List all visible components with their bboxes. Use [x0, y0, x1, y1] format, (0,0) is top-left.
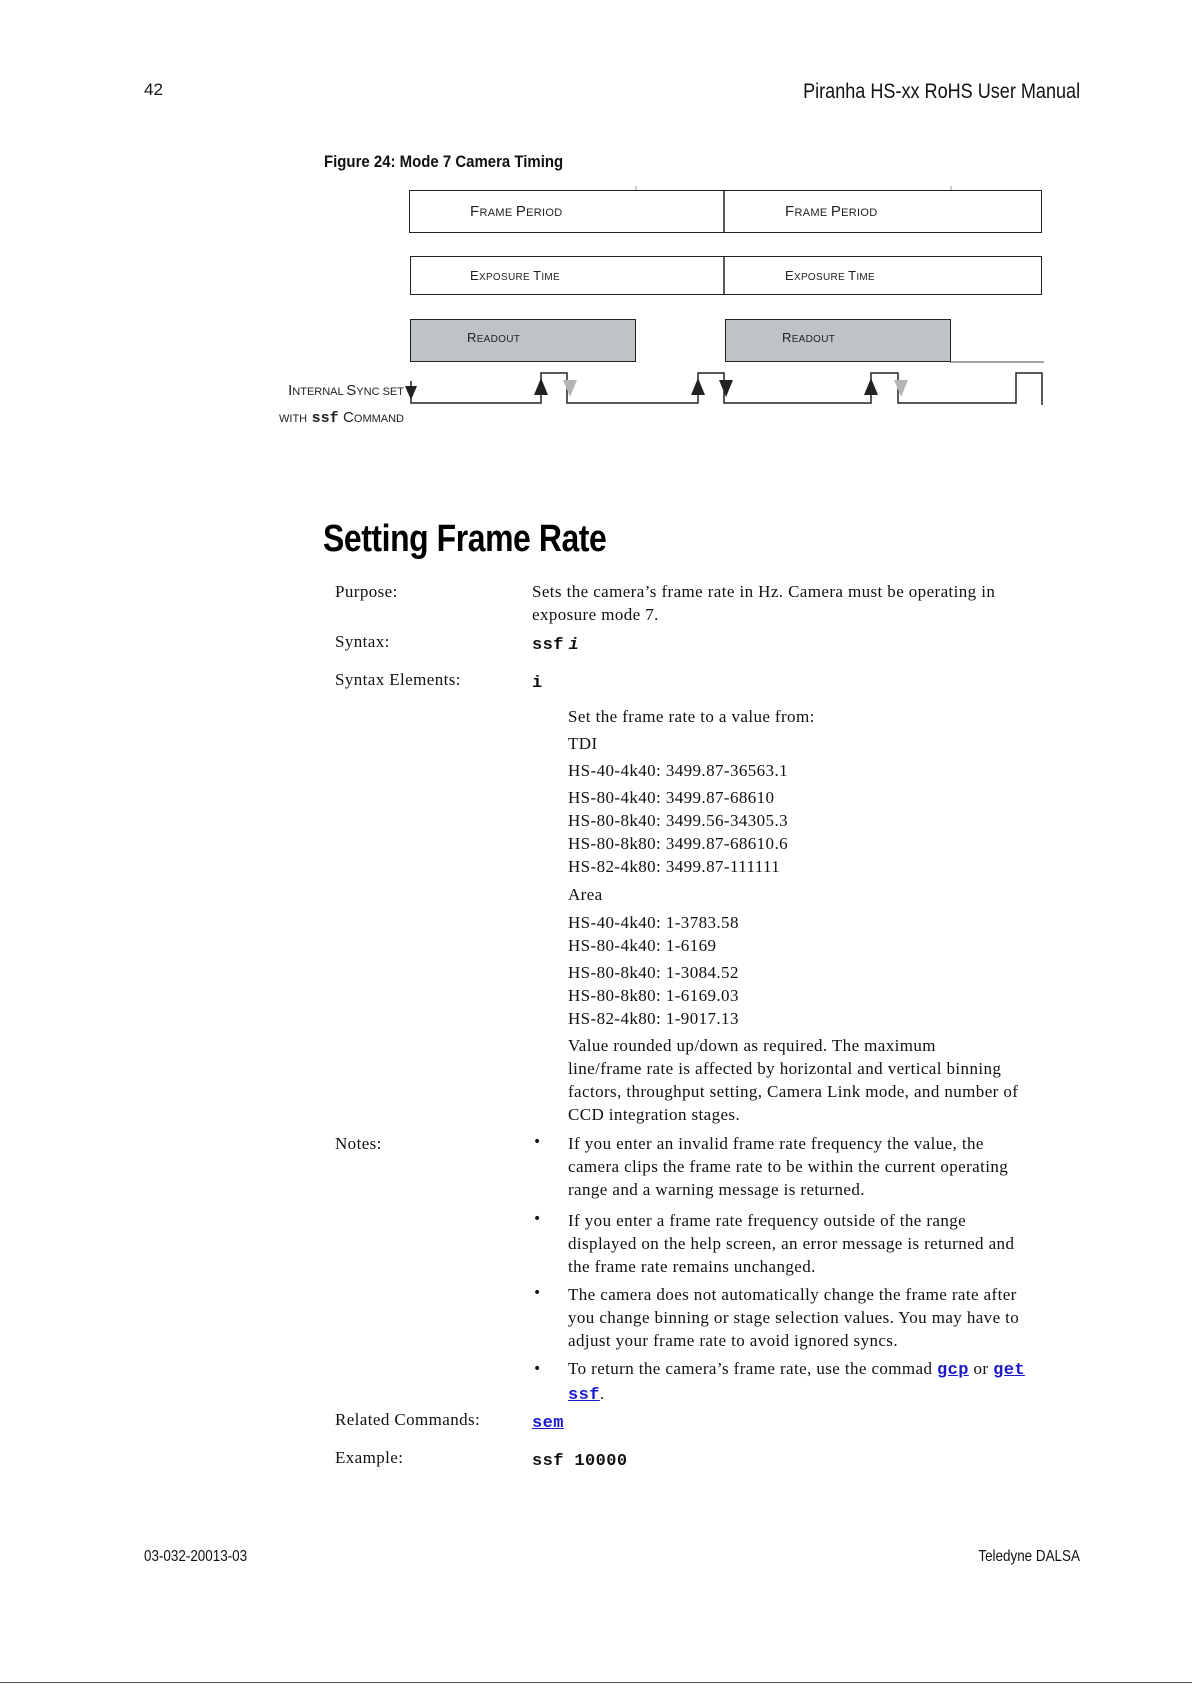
get-ssf-link-cont[interactable]: ssf — [568, 1386, 600, 1405]
sync-waveform — [0, 0, 1192, 430]
value-note: Value rounded up/down as required. The maximum line/frame rate is affected by horizontal and vertical binning factors, throughput setting, Camera Link mode, and number of CCD integration stages. — [568, 1036, 1019, 1124]
bullet: • — [533, 1134, 542, 1150]
sem-link[interactable]: sem — [532, 1414, 564, 1433]
list-item: HS-80-8k80: 3499.87-68610.6 — [568, 834, 788, 853]
exposure-time-label-1: EXPOSURE TIME — [470, 268, 561, 283]
arrow-down-black — [405, 386, 417, 400]
note-item: If you enter an invalid frame rate frequency the value, the camera clips the frame rate to be within the current operating range and a warning message is returned. — [568, 1134, 1009, 1199]
list-item: HS-80-8k80: 1-6169.03 — [568, 986, 739, 1005]
syntax-element: i — [532, 674, 543, 693]
example-label: Example: — [335, 1448, 404, 1467]
footer-company: Teledyne DALSA — [978, 1548, 1080, 1565]
arrow-down-black — [719, 380, 733, 397]
manual-title: Piranha HS-xx RoHS User Manual — [802, 80, 1080, 103]
list-item: HS-82-4k80: 3499.87-111111 — [568, 857, 781, 876]
syntax-label: Syntax: — [335, 632, 390, 651]
gcp-link[interactable]: gcp — [937, 1361, 969, 1380]
area-range-list — [568, 911, 739, 1030]
note-item: The camera does not automatically change the frame rate after you change binning or stage selection values. You may have to adjust your frame rate to avoid ignored syncs. — [568, 1285, 1020, 1350]
syntax-value: ssf i — [532, 636, 580, 655]
figure-caption: Figure 24: Mode 7 Camera Timing — [324, 152, 564, 171]
example-value: ssf 10000 — [532, 1452, 628, 1471]
related-commands-label: Related Commands: — [335, 1410, 481, 1429]
tdi-label: TDI — [568, 734, 598, 753]
arrow-up-black — [691, 378, 705, 395]
footer-doc-number: 03-032-20013-03 — [144, 1548, 248, 1565]
bullet: • — [533, 1361, 542, 1377]
bullet: • — [533, 1211, 542, 1227]
page-number: 42 — [144, 80, 163, 99]
bullet: • — [533, 1285, 542, 1301]
purpose-text: Sets the camera’s frame rate in Hz. Camera must be operating in exposure mode 7. — [532, 582, 996, 624]
frame-period-label-1: FRAME PERIOD — [470, 203, 563, 220]
internal-sync-label: INTERNAL SYNC SET WITH ssf COMMAND — [279, 382, 404, 427]
notes-label: Notes: — [335, 1134, 382, 1153]
tdi-range-list — [568, 759, 788, 878]
list-item: HS-40-4k40: 1-3783.58 — [568, 913, 739, 932]
list-item: HS-82-4k80: 1-9017.13 — [568, 1009, 739, 1028]
note-item: To return the camera’s frame rate, use the commad gcp or get ssf. — [568, 1359, 1025, 1405]
section-heading: Setting Frame Rate — [323, 518, 607, 560]
range-intro: Set the frame rate to a value from: — [568, 707, 815, 726]
arrow-up-black — [864, 378, 878, 395]
exposure-time-label-2: EXPOSURE TIME — [785, 268, 876, 283]
get-ssf-link[interactable]: get — [993, 1361, 1025, 1380]
purpose-label: Purpose: — [335, 582, 398, 601]
list-item: HS-80-4k40: 3499.87-68610 — [568, 788, 775, 807]
readout-label-2: READOUT — [782, 330, 836, 345]
readout-label-1: READOUT — [467, 330, 521, 345]
arrow-down-gray — [894, 380, 908, 397]
arrow-down-gray — [563, 380, 577, 397]
arrow-up-black — [534, 378, 548, 395]
frame-period-label-2: FRAME PERIOD — [785, 203, 878, 220]
bottom-rule — [0, 1682, 1192, 1683]
note-item: If you enter a frame rate frequency outside of the range displayed on the help screen, an error message is returned and the frame rate remains unchanged. — [568, 1211, 1015, 1276]
area-label: Area — [568, 885, 603, 904]
list-item: HS-80-4k40: 1-6169 — [568, 936, 717, 955]
list-item: HS-40-4k40: 3499.87-36563.1 — [568, 761, 788, 780]
related-commands — [532, 1410, 564, 1435]
list-item: HS-80-8k40: 1-3084.52 — [568, 963, 739, 982]
syntax-elements-label: Syntax Elements: — [335, 670, 461, 689]
list-item: HS-80-8k40: 3499.56-34305.3 — [568, 811, 788, 830]
